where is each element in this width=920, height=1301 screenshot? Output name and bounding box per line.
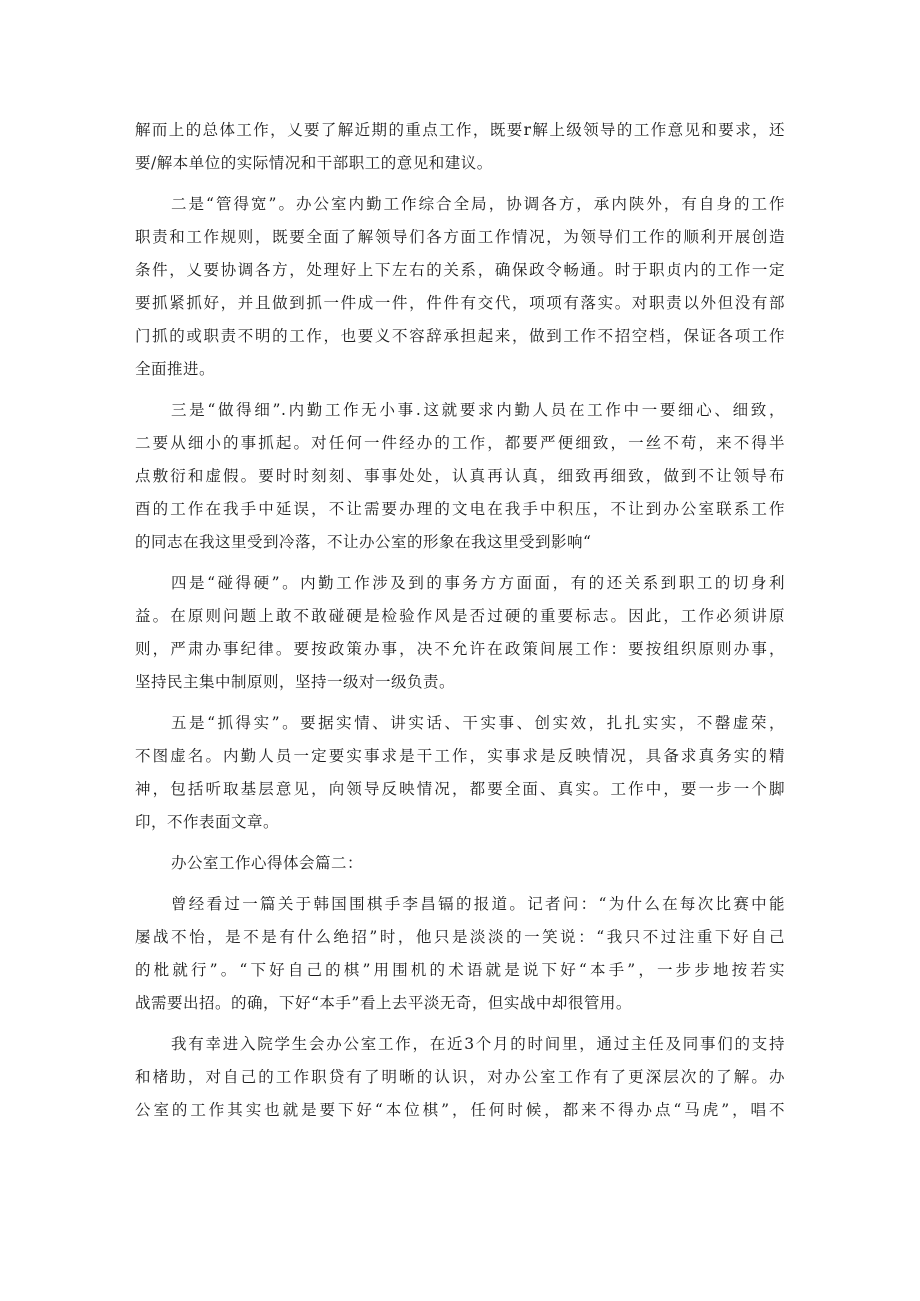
text-line: 二要从细小的事抓起。对任何一件经办的工作，都要严便细致，一丝不苟，来不得半 [135, 434, 785, 452]
text-line: 坚持民主集中制原则，坚持一级对一级负责。 [135, 673, 456, 691]
text-line: 曾经看过一篇关于韩国围棋手李昌镉的报道。记者问：“为什么在每次比赛中能 [171, 895, 785, 913]
section-heading [135, 847, 785, 880]
text-line: 二是“管得宽”。办公室内勤工作综合全局，协调各方，承内陕外，有自身的工作 [171, 195, 785, 213]
text-line: 屡战不怡，是不是有什么绝招”时，他只是淡淡的一笑说：“我只不过注重下好自己 [135, 928, 785, 946]
paragraph-2 [135, 188, 785, 386]
paragraph-1 [135, 114, 785, 180]
text-line: 益。在原则问题上敢不敢碰硬是检验作风是否过硬的重要标志。因此，工作必须讲原 [135, 607, 785, 625]
text-line: 四是“碰得硬”。内勤工作涉及到的事务方方面面，有的还关系到职工的切身利 [171, 574, 785, 592]
text-line: 和楮助，对自己的工作职贷有了明晰的认识，对办公室工作有了更深层次的了解。办 [135, 1068, 785, 1086]
paragraph-7 [135, 1028, 785, 1127]
text-line: 解而上的总体工作，乂要了解近期的重点工作，既要r解上级领导的工作意见和要求，还 [135, 121, 785, 139]
document-page [135, 114, 785, 1127]
text-line: 公室的工作其实也就是要下好“本位棋”，任何时候，都来不得办点“马虎”，唱不 [135, 1101, 785, 1119]
text-line: 的同志在我这里受到冷落，不让办公室的形象在我这里受到影响“ [135, 533, 592, 551]
text-line: 条件，乂要协调各方，处理好上下左右的关系，确保政令畅通。时于职贞内的工作一定 [135, 261, 785, 279]
paragraph-3 [135, 394, 785, 559]
text-line: 职责和工作规则，既要全面了解领导们各方面工作情况，为领导们工作的顺利开展创造 [135, 228, 785, 246]
text-line: 要抓紧抓好，并且做到抓一件成一件，件件有交代，项项有落实。对职责以外但没有部 [135, 294, 785, 312]
paragraph-6 [135, 888, 785, 1020]
text-line: 要/解本单位的实际情况和干部职工的意见和建议。 [135, 154, 493, 172]
text-line: 印，不作表面文章。 [135, 813, 280, 831]
text-line: 的枇就行”。“下好自己的棋”用围机的术语就是说下好“本手”，一步步地按若实 [135, 961, 785, 979]
text-line: 办公室工作心得体会篇二： [171, 854, 364, 872]
text-line: 门抓的或职责不明的工作，也要义不容辞承担起来，做到工作不招空档，保证各项工作 [135, 327, 785, 345]
text-line: 酉的工作在我手中延误，不让需要办理的文电在我手中积压，不让到办公室联系工作 [135, 500, 785, 518]
text-line: 三是“做得细”.内勤工作无小事.这就要求内勤人员在工作中一要细心、细致， [171, 401, 785, 419]
text-line: 点敷衍和虚假。要时时刻刻、事事处处，认真再认真，细致再细致，做到不让领导布 [135, 467, 785, 485]
text-line: 神，包括听取基层意见，向领导反映情况，都要全面、真实。工作中，要一步一个脚 [135, 780, 785, 798]
text-line: 全面推进。 [135, 360, 216, 378]
text-line: 不图虚名。内勤人员一定要实事求是干工作，实事求是反映情况，具备求真务实的精 [135, 747, 785, 765]
text-line: 战需要出招。的确，下好“本手”看上去平淡无奇，但实战中却很管用。 [135, 994, 632, 1012]
text-line: 我有幸进入院学生会办公室工作，在近3个月的时间里，通过主任及同事们的支持 [171, 1035, 785, 1053]
text-line: 五是“抓得实”。要据实情、讲实话、干实事、创实效，扎扎实实，不罄虚荣， [171, 714, 785, 732]
paragraph-4 [135, 567, 785, 699]
paragraph-5 [135, 707, 785, 839]
text-line: 则，严肃办事纪律。要按政策办事，决不允许在政策间展工作：要按组织原则办事， [135, 640, 785, 658]
